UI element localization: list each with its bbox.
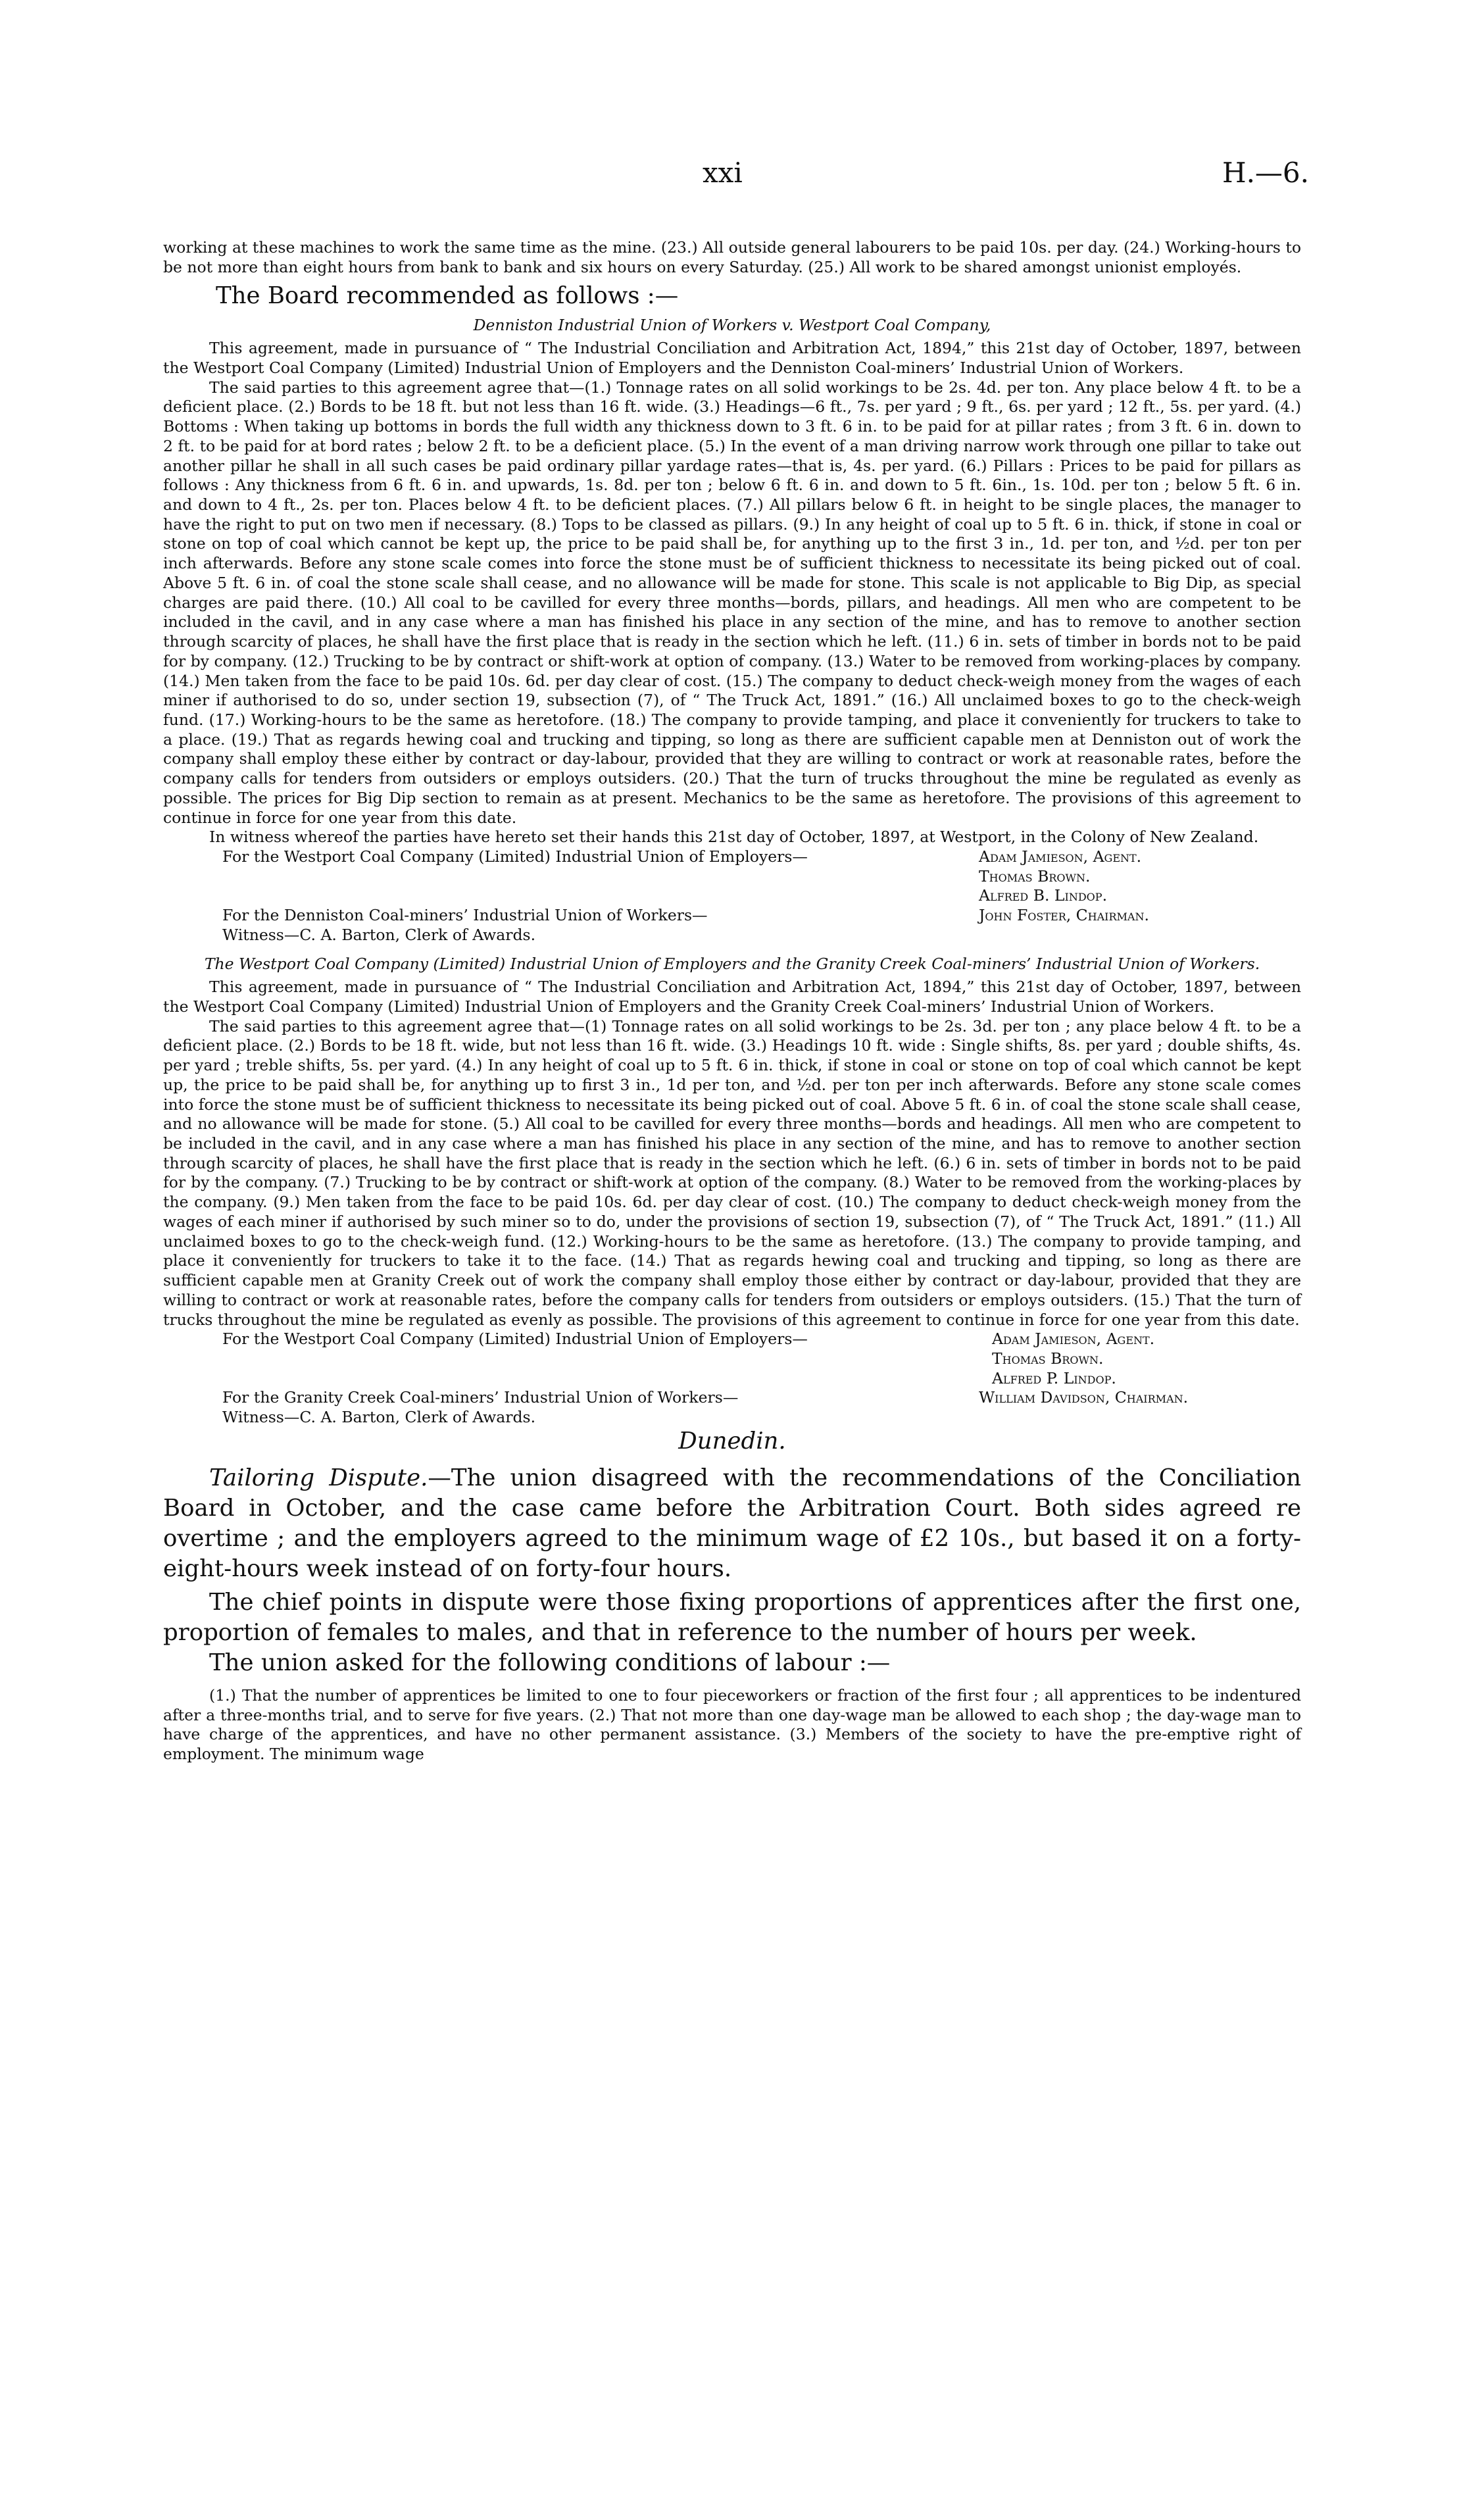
section-heading-dunedin: Dunedin. (678, 1427, 786, 1455)
document-page (163, 157, 1309, 1764)
agreement2-preamble: This agreement, made in pursuance of “ The Industrial Conciliation and Arbitration Act, 1894,” this 21st day of October, 1897, between the Westport Coal Company (Limited) Industrial Union of Employers and the Granity Creek Coal-miners’ Industrial Union of Workers. (163, 978, 1301, 1016)
agreement1-witness-paragraph: In witness whereof the parties have hereto set their hands this 21st day of October, 1897, at Westport, in the Colony of New Zealand. (209, 828, 1259, 847)
tailoring-dispute-paragraph (163, 1463, 1301, 1585)
witness-line: Witness—C. A. Barton, Clerk of Awards. (222, 925, 536, 944)
page-number: xxi (703, 157, 743, 189)
signer-brown: Thomas Brown. (992, 1349, 1104, 1368)
agreement1-title: Denniston Industrial Union of Workers v. Westport Coal Company, (473, 315, 991, 334)
witness-line: Witness—C. A. Barton, Clerk of Awards. (222, 1408, 536, 1427)
employers-label: For the Westport Coal Company (Limited) Industrial Union of Employers— (222, 1330, 808, 1349)
conditions-list: (1.) That the number of apprentices be limited to one to four pieceworkers or fraction of the first four ; all apprentices to be indentured after a three-months trial, and to serve for five years. (2.) That not more than one day-wage man be allowed to each shop ; the day-wage man to have charge of the apprentices, and have no other permanent assistance. (3.) Members of the society to have the pre-emptive right of employment. The minimum wage (163, 1685, 1301, 1764)
tailoring-dispute-label: Tailoring Dispute. (209, 1464, 428, 1491)
agreement2-title: The Westport Coal Company (Limited) Industrial Union of Employers and the Granity Creek Coal-miners’ Industrial Union of Workers. (204, 954, 1260, 973)
dispute-points-paragraph: The chief points in dispute were those fixing proportions of apprentices after the first one, proportion of females to males, and that in reference to the number of hours per week. (163, 1588, 1301, 1646)
workers-label: For the Granity Creek Coal-miners’ Industrial Union of Workers— (222, 1388, 739, 1407)
intro-paragraph: working at these machines to work the same time as the mine. (23.) All outside general labourers to be paid 10s. per day. (24.) Working-hours to be not more than eight hours from bank to bank and six hours on every Saturday. (25.) All work to be shared amongst unionist employés. (163, 238, 1301, 276)
tailoring-dispute-text: —The union disagreed with the recommendations of the Conciliation Board in October, and the case came before the Arbitration Court. Both sides agreed re overtime ; and the employers agreed to the minimum wage of £2 10s., but based it on a forty-eight-hours week instead of on forty-four hours. (163, 1464, 1302, 1583)
signer-lindop: Alfred P. Lindop. (992, 1368, 1116, 1387)
agreement1-signatures (163, 847, 1301, 945)
agreement1-preamble: This agreement, made in pursuance of “ The Industrial Conciliation and Arbitration Act, 1894,” this 21st day of October, 1897, between the Westport Coal Company (Limited) Industrial Union of Employers and the Denniston Coal-miners’ Industrial Union of Workers. (163, 339, 1301, 378)
signer-jamieson: Adam Jamieson, Agent. (992, 1330, 1155, 1349)
board-heading: The Board recommended as follows :— (216, 282, 679, 310)
document-code: H.—6. (1222, 157, 1309, 189)
signer-davidson: William Davidson, Chairman. (979, 1388, 1189, 1407)
agreement2-terms: The said parties to this agreement agree that—(1) Tonnage rates on all solid workings to be 2s. 3d. per ton ; any place below 4 ft. to be a deficient place. (2.) Bords to be 18 ft. wide, but not less than 16 ft. wide. (3.) Headings 10 ft. wide : Single shifts, 8s. per yard ; double shifts, 4s. per yard ; treble shifts, 5s. per yard. (4.) In any height of coal up to 5 ft. 6 in. thick, if stone in coal or stone on top of coal which cannot be kept up, the price to be paid shall be, for anything up to first 3 in., 1d per ton, and ½d. per ton per inch afterwards. Before any stone scale comes into force the stone must be of sufficient thickness to necessitate its being picked out of coal. Above 5 ft. 6 in. of coal the stone scale shall cease, and no allowance will be made for stone. (5.) All coal to be cavilled for every three months—bords and headings. All men who are competent to be included in the cavil, and in any case where a man has finished his place in any section of the mine, and has to remove to another section through scarcity of places, he shall have the first place that is ready in the section which he left. (6.) 6 in. sets of timber in bords not to be paid for by the company. (7.) Trucking to be by contract or shift-work at option of the company. (8.) Water to be removed from the working-places by the company. (9.) Men taken from the face to be paid 10s. 6d. per day clear of cost. (10.) The company to deduct check-weigh money from the wages of each miner if authorised by such miner so to do, under the provisions of section 19, subsection (7), of “ The Truck Act, 1891.” (11.) All unclaimed boxes to go to the check-weigh fund. (12.) Working-hours to be the same as heretofore. (13.) The company to provide tamping, and place it conveniently for truckers to take it to the face. (14.) That as regards hewing coal and trucking and tipping, so long as there are sufficient capable men at Granity Creek out of work the company shall employ those either by contract or day-labour, provided that they are willing to contract or work at reasonable rates, before the company calls for tenders from outsiders or employs outsiders. (15.) That the turn of trucks throughout the mine be regulated as evenly as possible. The provisions of this agreement to continue in force for one year from this date. (163, 1016, 1301, 1329)
workers-label: For the Denniston Coal-miners’ Industrial Union of Workers— (222, 906, 708, 925)
signer-jamieson: Adam Jamieson, Agent. (979, 847, 1142, 866)
agreement1-terms: The said parties to this agreement agree that—(1.) Tonnage rates on all solid workings to be 2s. 4d. per ton. Any place below 4 ft. to be a deficient place. (2.) Bords to be 18 ft. but not less than 16 ft. wide. (3.) Headings—6 ft., 7s. per yard ; 9 ft., 6s. per yard ; 12 ft., 5s. per yard. (4.) Bottoms : When taking up bottoms in bords the full width any thickness down to 3 ft. 6 in. to be paid for at pillar rates ; from 3 ft. 6 in. down to 2 ft. to be paid for at bord rates ; below 2 ft. to be a deficient place. (5.) In the event of a man driving narrow work through one pillar to take out another pillar he shall in all such cases be paid ordinary pillar yardage rates—that is, 4s. per yard. (6.) Pillars : Prices to be paid for pillars as follows : Any thickness from 6 ft. 6 in. and upwards, 1s. 8d. per ton ; below 6 ft. 6 in. and down to 5 ft. 6in., 1s. 10d. per ton ; below 5 ft. 6 in. and down to 4 ft., 2s. per ton. Places below 4 ft. to be deficient places. (7.) All pillars below 6 ft. in height to be single places, the manager to have the right to put on two men if necessary. (8.) Tops to be classed as pillars. (9.) In any height of coal up to 5 ft. 6 in. thick, if stone in coal or stone on top of coal which cannot be kept up, the price to be paid shall be, for anything up to the first 3 in., 1d. per ton, and ½d. per ton per inch afterwards. Before any stone scale comes into force the stone must be of sufficient thickness to necessitate its being picked out of coal. Above 5 ft. 6 in. of coal the stone scale shall cease, and no allowance will be made for stone. This scale is not applicable to Big Dip, as special charges are paid there. (10.) All coal to be cavilled for every three months—bords, pillars, and headings. All men who are competent to be included in the cavil, and in any case where a man has finished his place in any section of the mine, and has to remove to another section through scarcity of places, he shall have the first place that is ready in the section which he left. (11.) 6 in. sets of timber in bords not to be paid for by company. (12.) Trucking to be by contract or shift-work at option of company. (13.) Water to be removed from working-places by company. (14.) Men taken from the face to be paid 10s. 6d. per day clear of cost. (15.) The company to deduct check-weigh money from the wages of each miner if authorised to do so, under section 19, subsection (7), of “ The Truck Act, 1891.” (16.) All unclaimed boxes to go to the check-weigh fund. (17.) Working-hours to be the same as heretofore. (18.) The company to provide tamping, and place it conveniently for truckers to take to a place. (19.) That as regards hewing coal and trucking and tipping, so long as there are sufficient capable men at Denniston out of work the company shall employ these either by contract or day-labour, provided that they are willing to contract or work at reasonable rates, before the company calls for tenders from outsiders or employs outsiders. (20.) That the turn of trucks throughout the mine be regulated as evenly as possible. The prices for Big Dip section to remain as at present. Mechanics to be the same as heretofore. The provisions of this agreement to continue in force for one year from this date. (163, 378, 1301, 827)
conditions-heading: The union asked for the following conditions of labour :— (209, 1649, 891, 1676)
signer-lindop: Alfred B. Lindop. (979, 886, 1108, 905)
employers-label: For the Westport Coal Company (Limited) Industrial Union of Employers— (222, 847, 808, 866)
signer-foster: John Foster, Chairman. (979, 906, 1149, 925)
agreement2-signatures (163, 1330, 1301, 1428)
signer-brown: Thomas Brown. (979, 866, 1091, 885)
